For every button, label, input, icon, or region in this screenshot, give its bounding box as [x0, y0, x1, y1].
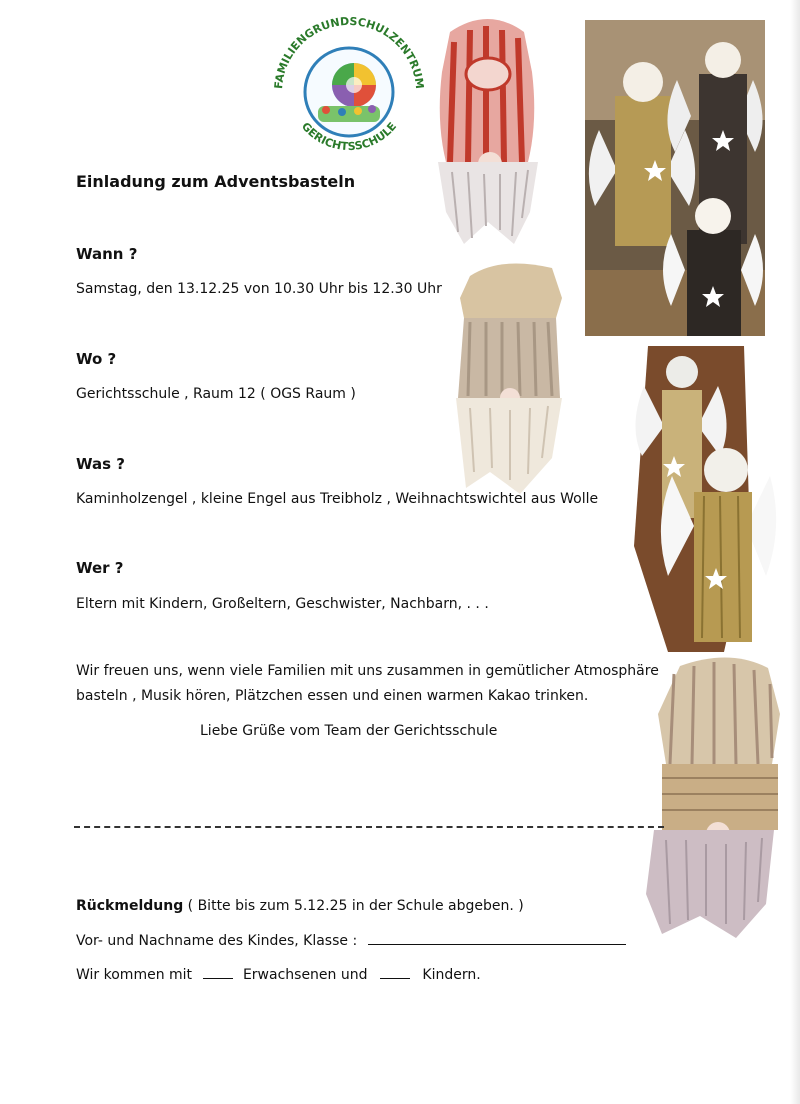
name-blank-field[interactable] [368, 932, 626, 945]
angel-photo-driftwood [634, 346, 778, 652]
page-edge [790, 0, 800, 1104]
attendance-prefix: Wir kommen mit [76, 967, 193, 983]
name-prompt: Vor- und Nachname des Kindes, Klasse : [76, 933, 358, 949]
adults-label: Erwachsenen und [242, 967, 368, 983]
heading-where: Wo ? [76, 350, 117, 368]
gnome-photo-wool [640, 654, 784, 938]
adults-count-blank[interactable] [203, 966, 233, 979]
reply-line [76, 897, 524, 915]
cut-line-divider [74, 826, 664, 828]
greeting: Liebe Grüße vom Team der Gerichtsschule [200, 723, 498, 739]
gnome-photo-red [428, 12, 546, 244]
logo-ring-text-bottom: GERICHTSSCHULE [298, 119, 400, 154]
angel-photo-wood [585, 20, 765, 336]
attendance-line [76, 966, 481, 984]
text-who: Eltern mit Kindern, Großeltern, Geschwister, Nachbarn, . . . [76, 596, 489, 612]
heading-who: Wer ? [76, 559, 124, 577]
text-where: Gerichtsschule , Raum 12 ( OGS Raum ) [76, 386, 356, 402]
logo-ring-text-top: FAMILIENGRUNDSCHULZENTRUM [272, 14, 427, 90]
paragraph-line-1: Wir freuen uns, wenn viele Familien mit uns zusammen in gemütlicher Atmosphäre [76, 663, 659, 679]
reply-note: ( Bitte bis zum 5.12.25 in der Schule abgeben. ) [183, 898, 524, 914]
name-line [76, 932, 626, 950]
page-title: Einladung zum Adventsbasteln [76, 172, 356, 191]
reply-label: Rückmeldung [76, 898, 184, 914]
children-label: Kindern. [422, 967, 481, 983]
heading-when: Wann ? [76, 245, 138, 263]
paragraph-line-2: basteln , Musik hören, Plätzchen essen und einen warmen Kakao trinken. [76, 688, 589, 704]
heading-what: Was ? [76, 455, 125, 473]
text-what: Kaminholzengel , kleine Engel aus Treibholz , Weihnachtswichtel aus Wolle [76, 491, 599, 507]
gnome-photo-beige [440, 258, 574, 494]
text-when: Samstag, den 13.12.25 von 10.30 Uhr bis 12.30 Uhr [76, 281, 442, 297]
children-count-blank[interactable] [380, 966, 410, 979]
school-logo [262, 10, 436, 160]
